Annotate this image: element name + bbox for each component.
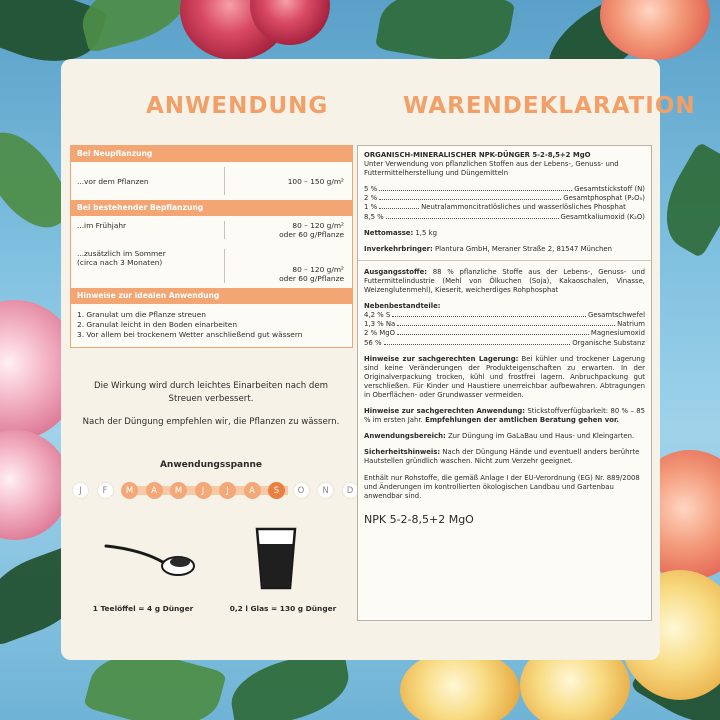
note-einarbeiten: Die Wirkung wird durch leichtes Einarbeiten nach dem Streuen verbessert.	[93, 381, 329, 404]
month-6: J	[195, 482, 212, 499]
product-type: ORGANISCH-MINERALISCHER NPK-DÜNGER 5-2-8,5+2 MgO	[364, 151, 591, 159]
spanne-title: Anwendungsspanne	[159, 460, 263, 470]
spoon-caption: 1 Teelöffel = 4 g Dünger	[92, 604, 194, 613]
nebenbestandteile-list	[364, 311, 645, 347]
list-item: 1. Granulat um die Pflanze streuen	[77, 310, 206, 319]
npk-formula: NPK 5-2-8,5+2 MgO	[364, 512, 474, 526]
neben-line: 4,2 % S Gesamtschwefel	[364, 311, 645, 320]
month-8: A	[244, 482, 261, 499]
ausgangsstoffe: Ausgangsstoffe: 88 % pflanzliche Stoffe aus der Lebens-, Genuss- und Futtermittelindustrie (Mehl von Ölkuchen (Soja), Kakaoschalen, Vinasse, Weizenglutenmehl), Kieserit, weicherdiges Rohphosphat	[364, 267, 645, 295]
month-4: A	[146, 482, 163, 499]
rohstoffe: Enthält nur Rohstoffe, die gemäß Anlage I der EU-Verordnung (EG) Nr. 889/2008 und Änderungen im kontrollierten ökologischen Landbau und Gartenbau anwendbar sind.	[364, 473, 640, 500]
nutrient-list	[364, 185, 645, 221]
product-description: Unter Verwendung von pflanzlichen Stoffen aus der Lebens-, Genuss- und Futtermittelherstellung und Düngemitteln	[364, 160, 619, 178]
application-table	[70, 145, 353, 348]
month-2: F	[97, 482, 114, 499]
nutrient-line: 5 % Gesamtstickstoff (N)	[364, 185, 645, 194]
table-row: ...zusätzlich im Sommer (circa nach 3 Monaten) 80 – 120 g/m² oder 60 g/Pflanze	[77, 249, 344, 283]
table-row: ...vor dem Pflanzen 100 – 150 g/m²	[71, 162, 352, 200]
month-11: N	[317, 482, 334, 499]
glass-icon	[254, 526, 298, 592]
month-timeline	[72, 482, 362, 500]
note-waessern: Nach der Düngung empfehlen wir, die Pflanzen zu wässern.	[82, 417, 340, 427]
month-9: S	[268, 482, 285, 499]
sicherheitshinweis: Sicherheitshinweis: Nach der Düngung Hände und eventuell anders berührte Hautstellen gründlich waschen. Nicht zum Verzehr geeignet.	[364, 448, 640, 466]
section-header: Hinweise zur idealen Anwendung	[71, 288, 352, 304]
lagerung: Hinweise zur sachgerechten Lagerung: Bei kühler und trockener Lagerung sind keine Veränderungen der Produkteigenschaften zu erwarten. In der Originalverpackung trocken, kühl und frostfrei lagern. Anbruchpackung gut verschließen. Für Kinder und Haustiere unerreichbar aufbewahren. Abtragungen in Oberflächen- oder Grundwasser vermeiden.	[364, 354, 645, 399]
anwendung-title: ANWENDUNG	[146, 93, 329, 119]
hint-list	[71, 304, 352, 347]
month-5: M	[170, 482, 187, 499]
month-10: O	[293, 482, 310, 499]
nutrient-line: 8,5 % Gesamtkaliumoxid (K₂O)	[364, 212, 645, 221]
section-header: Bei bestehender Bepflanzung	[71, 200, 352, 216]
info-panel	[61, 59, 696, 660]
neben-line: 1,3 % Na Natrium	[364, 320, 645, 329]
netto-mass: Nettomasse: 1,5 kg	[364, 228, 437, 237]
list-item: 2. Granulat leicht in den Boden einarbeiten	[77, 320, 238, 329]
month-12: D	[342, 482, 359, 499]
list-item: 3. Vor allem bei trockenem Wetter anschließend gut wässern	[77, 330, 303, 339]
neben-line: 56 % Organische Substanz	[364, 338, 645, 347]
warendeklaration-title: WARENDEKLARATION	[403, 93, 696, 119]
neben-line: 2 % MgO Magnesiumoxid	[364, 329, 645, 338]
section-header: Bei Neupflanzung	[71, 146, 352, 162]
inverkehrbringer: Inverkehrbringer: Plantura GmbH, Meraner Straße 2, 81547 München	[364, 244, 613, 253]
spoon-icon	[104, 536, 204, 581]
declaration-table	[357, 145, 652, 621]
table-row: ...im Frühjahr 80 – 120 g/m² oder 60 g/Pflanze	[77, 221, 344, 239]
month-1: J	[72, 482, 89, 499]
nebenbestandteile-label: Nebenbestandteile:	[364, 302, 441, 311]
anwendung-hinweis: Hinweise zur sachgerechten Anwendung: Stickstoffverfügbarkeit: 80 % – 85 % im ersten Jahr. Empfehlungen der amtlichen Beratung gehen vor.	[364, 407, 645, 425]
nutrient-line: 1 % Neutralammoncitratlösliches und wasserlösliches Phosphat	[364, 203, 626, 212]
month-3: M	[121, 482, 138, 499]
month-7: J	[219, 482, 236, 499]
anwendungsbereich: Anwendungsbereich: Zur Düngung im GaLaBau und Haus- und Kleingarten.	[364, 432, 635, 441]
glass-caption: 0,2 l Glas = 130 g Dünger	[229, 604, 337, 613]
nutrient-line: 2 % Gesamtphosphat (P₂O₅)	[364, 194, 645, 203]
